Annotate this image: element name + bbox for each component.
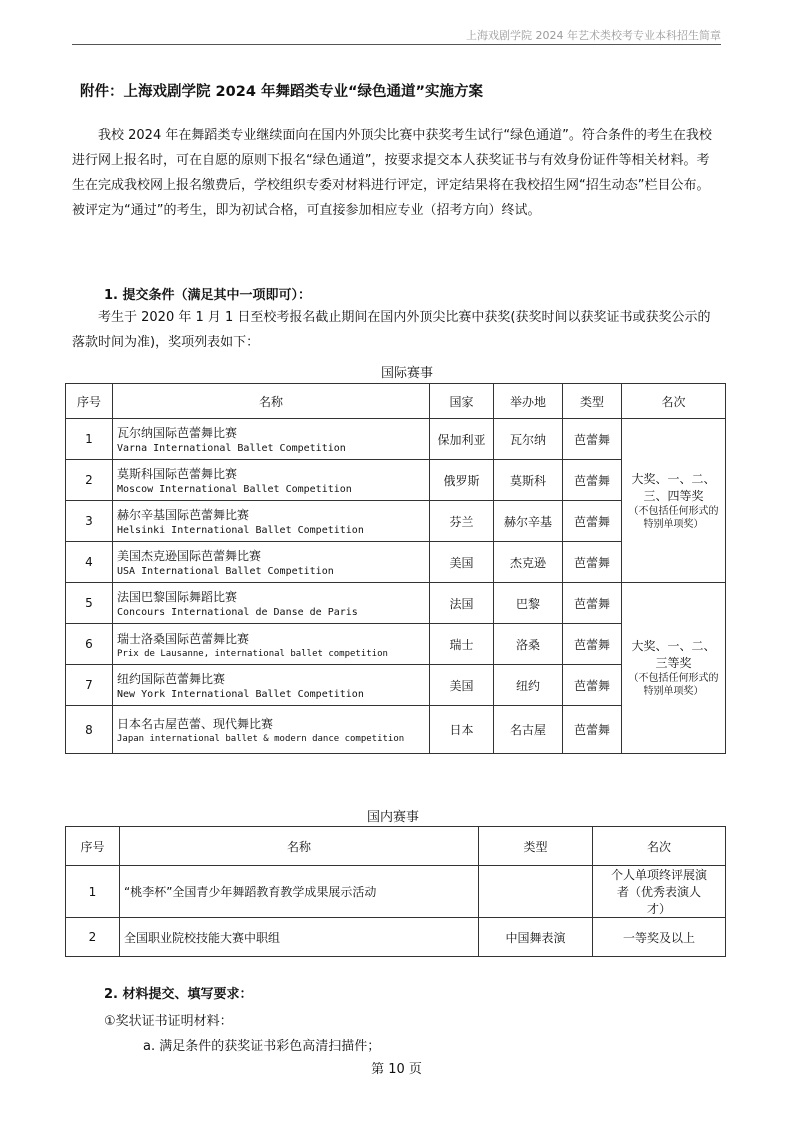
cell-name: “桃李杯”全国青少年舞蹈教育教学成果展示活动 bbox=[120, 866, 479, 918]
domestic-competitions-table bbox=[65, 826, 726, 957]
rank-note: （不包括任何形式的特别单项奖） bbox=[628, 505, 719, 530]
cell-name bbox=[113, 624, 430, 665]
page-number: 第 10 页 bbox=[371, 1062, 422, 1077]
intl-table-caption: 国际赛事 bbox=[381, 366, 434, 381]
cell-no: 7 bbox=[66, 665, 113, 706]
cell-city: 瓦尔纳 bbox=[494, 419, 563, 460]
cell-name bbox=[113, 542, 430, 583]
cell-country: 芬兰 bbox=[430, 501, 494, 542]
col-header-type: 类型 bbox=[479, 827, 593, 866]
cell-type: 芭蕾舞 bbox=[563, 624, 622, 665]
cell-no: 2 bbox=[66, 460, 113, 501]
col-header-rank: 名次 bbox=[593, 827, 726, 866]
cell-no: 4 bbox=[66, 542, 113, 583]
cell-name bbox=[113, 460, 430, 501]
name-en: Helsinki International Ballet Competition bbox=[117, 525, 364, 536]
header-rule bbox=[72, 44, 721, 45]
cell-country: 法国 bbox=[430, 583, 494, 624]
col-header-no: 序号 bbox=[66, 384, 113, 419]
material-item-1: ①奖状证书证明材料： bbox=[104, 1014, 233, 1029]
cell-city: 纽约 bbox=[494, 665, 563, 706]
cell-name bbox=[113, 501, 430, 542]
cell-city: 巴黎 bbox=[494, 583, 563, 624]
cell-city: 赫尔辛基 bbox=[494, 501, 563, 542]
cell-no: 1 bbox=[66, 866, 120, 918]
document-title: 附件：上海戏剧学院 2024 年舞蹈类专业“绿色通道”实施方案 bbox=[80, 84, 484, 100]
cell-country: 瑞士 bbox=[430, 624, 494, 665]
col-header-type: 类型 bbox=[563, 384, 622, 419]
name-cn: 瓦尔纳国际芭蕾舞比赛 bbox=[117, 426, 238, 440]
cell-name: 全国职业院校技能大赛中职组 bbox=[120, 918, 479, 957]
section-1-title: 1. 提交条件（满足其中一项即可）： bbox=[104, 288, 312, 303]
name-cn: 瑞士洛桑国际芭蕾舞比赛 bbox=[117, 631, 250, 646]
cell-no: 5 bbox=[66, 583, 113, 624]
name-cn: 美国杰克逊国际芭蕾舞比赛 bbox=[117, 549, 262, 563]
cell-name bbox=[113, 583, 430, 624]
cell-no: 3 bbox=[66, 501, 113, 542]
cell-type: 芭蕾舞 bbox=[563, 460, 622, 501]
cell-no: 8 bbox=[66, 706, 113, 754]
name-en: Concours International de Danse de Paris bbox=[117, 607, 358, 618]
name-cn: 日本名古屋芭蕾、现代舞比赛 bbox=[117, 717, 274, 731]
cell-name bbox=[113, 419, 430, 460]
table-header-row bbox=[66, 384, 726, 419]
name-en: Prix de Lausanne, international ballet competition bbox=[117, 648, 388, 659]
col-header-country: 国家 bbox=[430, 384, 494, 419]
running-header: 上海戏剧学院 2024 年艺术类校考专业本科招生简章 bbox=[466, 29, 721, 42]
dom-table-caption: 国内赛事 bbox=[367, 810, 420, 825]
cell-country: 美国 bbox=[430, 542, 494, 583]
material-item-1a: a. 满足条件的获奖证书彩色高清扫描件； bbox=[143, 1039, 381, 1054]
name-en: Varna International Ballet Competition bbox=[117, 443, 346, 454]
cell-rank: 一等奖及以上 bbox=[593, 918, 726, 957]
name-cn: 纽约国际芭蕾舞比赛 bbox=[117, 672, 226, 686]
cell-country: 日本 bbox=[430, 706, 494, 754]
intro-paragraph: 我校 2024 年在舞蹈类专业继续面向在国内外顶尖比赛中获奖考生试行“绿色通道”。符合条件的考生在我校进行网上报名时，可在自愿的原则下报名“绿色通道”，按要求提交本人获奖证书与有效身份证件等相关材料。考生在完成我校网上报名缴费后，学校组织专委对材料进行评定，评定结果将在我校招生网“招生动态”栏目公布。被评定为“通过”的考生，即为初试合格，可直接参加相应专业（招考方向）终试。 bbox=[72, 128, 712, 218]
rank-main: 大奖、一、二、三、四等奖 bbox=[631, 471, 716, 503]
col-header-city: 举办地 bbox=[494, 384, 563, 419]
cell-name bbox=[113, 665, 430, 706]
name-cn: 莫斯科国际芭蕾舞比赛 bbox=[117, 467, 238, 481]
cell-name bbox=[113, 706, 430, 754]
cell-type: 芭蕾舞 bbox=[563, 665, 622, 706]
section-1-text: 考生于 2020 年 1 月 1 日至校考报名截止期间在国内外顶尖比赛中获奖(获奖时间以获奖证书或获奖公示的落款时间为准)，奖项列表如下： bbox=[72, 310, 711, 350]
rank-note: （不包括任何形式的特别单项奖） bbox=[628, 673, 719, 697]
table-header-row bbox=[66, 827, 726, 866]
cell-no: 2 bbox=[66, 918, 120, 957]
cell-country: 保加利亚 bbox=[430, 419, 494, 460]
cell-rank-group-1 bbox=[622, 419, 726, 583]
cell-rank-group-2 bbox=[622, 583, 726, 754]
table-row bbox=[66, 866, 726, 918]
section-2-title: 2. 材料提交、填写要求： bbox=[104, 987, 253, 1002]
table-row bbox=[66, 918, 726, 957]
cell-rank: 个人单项终评展演者（优秀表演人才） bbox=[593, 866, 726, 918]
cell-type: 芭蕾舞 bbox=[563, 419, 622, 460]
cell-country: 俄罗斯 bbox=[430, 460, 494, 501]
table-row bbox=[66, 583, 726, 624]
name-cn: 赫尔辛基国际芭蕾舞比赛 bbox=[117, 508, 250, 522]
name-en: Japan international ballet & modern dance competition bbox=[117, 734, 405, 744]
cell-type bbox=[479, 866, 593, 918]
name-en: Moscow International Ballet Competition bbox=[117, 484, 352, 495]
cell-type: 芭蕾舞 bbox=[563, 501, 622, 542]
cell-no: 1 bbox=[66, 419, 113, 460]
cell-type: 芭蕾舞 bbox=[563, 583, 622, 624]
col-header-name: 名称 bbox=[113, 384, 430, 419]
cell-city: 莫斯科 bbox=[494, 460, 563, 501]
cell-city: 杰克逊 bbox=[494, 542, 563, 583]
col-header-no: 序号 bbox=[66, 827, 120, 866]
table-row bbox=[66, 419, 726, 460]
rank-main: 大奖、一、二、三等奖 bbox=[631, 639, 716, 670]
name-en: USA International Ballet Competition bbox=[117, 566, 334, 577]
cell-no: 6 bbox=[66, 624, 113, 665]
cell-type: 芭蕾舞 bbox=[563, 542, 622, 583]
name-cn: 法国巴黎国际舞蹈比赛 bbox=[117, 590, 238, 604]
col-header-rank: 名次 bbox=[622, 384, 726, 419]
cell-type: 中国舞表演 bbox=[479, 918, 593, 957]
cell-city: 洛桑 bbox=[494, 624, 563, 665]
cell-type: 芭蕾舞 bbox=[563, 706, 622, 754]
col-header-name: 名称 bbox=[120, 827, 479, 866]
cell-city: 名古屋 bbox=[494, 706, 563, 754]
cell-country: 美国 bbox=[430, 665, 494, 706]
name-en: New York International Ballet Competition bbox=[117, 689, 364, 700]
intl-competitions-table bbox=[65, 383, 726, 754]
